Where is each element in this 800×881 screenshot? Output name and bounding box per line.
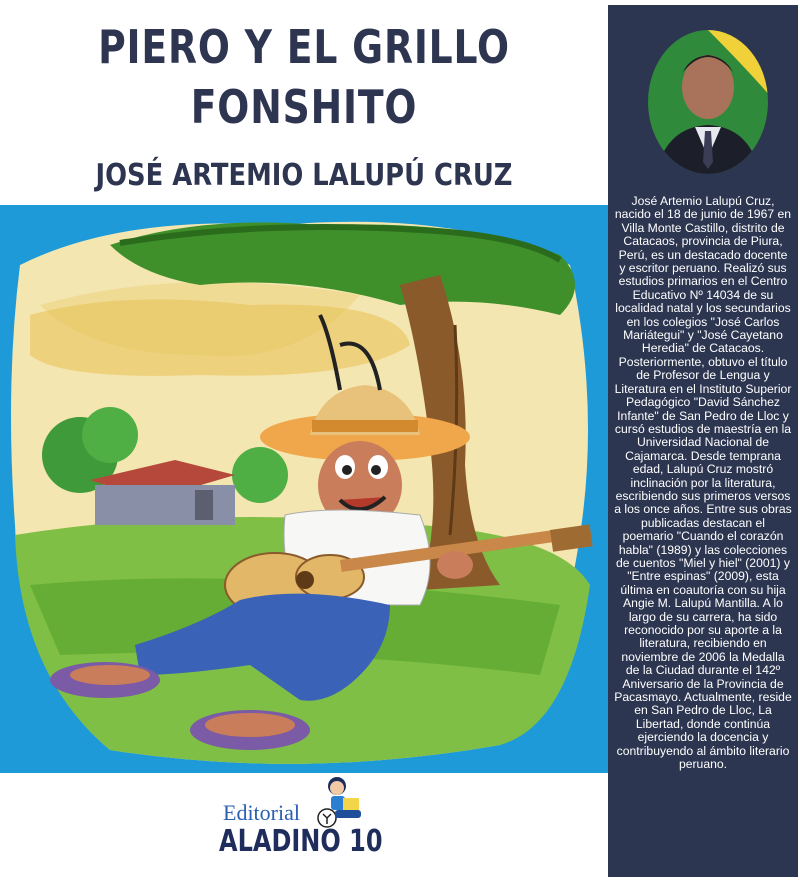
cricket-guitar-illustration-icon bbox=[0, 205, 608, 773]
author-portrait-icon bbox=[645, 27, 771, 177]
book-title-line2: FONSHITO bbox=[190, 80, 418, 134]
book-title-line1: PIERO Y EL GRILLO bbox=[98, 20, 510, 74]
publisher-editorial-label: Editorial bbox=[223, 800, 300, 825]
publisher-name: ALADINO 10 bbox=[219, 824, 383, 859]
cover-illustration bbox=[0, 205, 608, 773]
publisher-logo bbox=[215, 772, 395, 872]
author-biography: José Artemio Lalupú Cruz, nacido el 18 de junio de 1967 en Villa Monte Castillo, distrito de Catacaos, provincia de Piura, Perú, es un destacado docente y escritor peruano. Realizó sus estudios primarios en el Centro Educativo Nº 14034 de su localidad natal y los secundarios en los colegios "José Carlos Mariátegui" y "José Cayetano Heredia" de Catacaos. Posteriormente, obtuvo el título de Profesor de Lengua y Literatura en el Instituto Superior Pedagógico "David Sánchez Infante" de San Pedro de Lloc y cursó estudios de maestría en la Universidad Nacional de Cajamarca. Desde temprana edad, Lalupú Cruz mostró inclinación por la literatura, escribiendo sus primeros versos a los once años. Entre sus obras publicadas destacan el poemario "Cuando el corazón habla" (1989) y las colecciones de cuentos "Miel y hiel" (2001) y "Entre espinas" (2009), esta última en coautoría con su hija Angie M. Lalupú Mantilla. A lo largo de su carrera, ha sido reconocido por su aporte a la literatura, recibiendo en noviembre de 2006 la Medalla de la Ciudad durante el 142º Aniversario de la Provincia de Pacasmayo. Actualmente, reside en San Pedro de Lloc, La Libertad, donde continúa ejerciendo la docencia y contribuyendo al ámbito literario peruano. bbox=[614, 194, 792, 772]
author-sidebar bbox=[608, 5, 798, 877]
author-name: JOSÉ ARTEMIO LALUPÚ CRUZ bbox=[95, 158, 513, 193]
